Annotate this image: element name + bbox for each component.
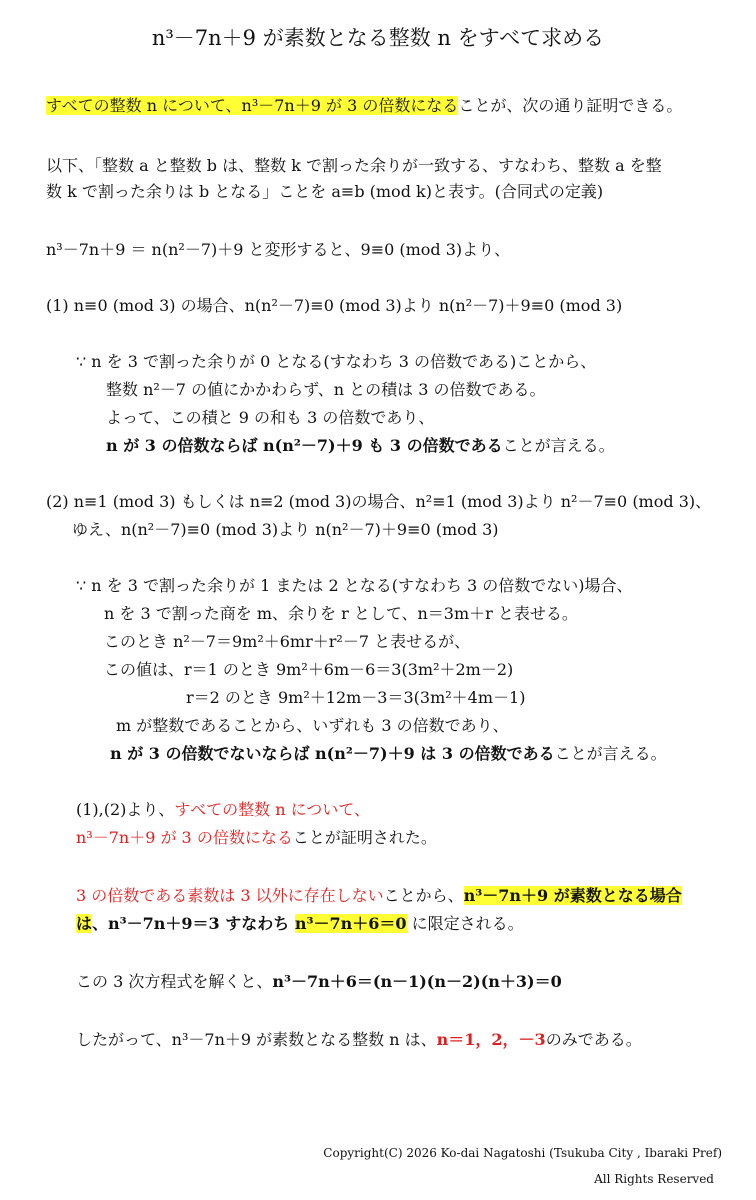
definition-line-2: 数 k で割った余りは b となる」ことを a≡b (mod k)と表す。(合同式の定義) [46,182,604,201]
case2-heading-2: ゆえ、n(n²－7)≡0 (mod 3)より n(n²－7)＋9≡0 (mod 3) [72,520,499,539]
cubic-line [76,970,562,994]
answer-values: n＝1，2，－3 [436,1030,546,1049]
prime-rest: に限定される。 [406,914,524,933]
answer-line [76,1028,642,1052]
prime-line-2 [76,912,524,936]
case2-line-7 [110,742,667,766]
case2-line-6: m が整数であることから、いずれも 3 の倍数であり、 [116,716,509,735]
prime-line-1 [76,884,682,908]
case2-line-5: r＝2 のとき 9m²＋12m－3＝3(3m²＋4m－1) [186,688,526,707]
case1-line-1: ∵ n を 3 で割った余りが 0 となる(すなわち 3 の倍数である)ことから、 [76,352,597,371]
page-title: n³－7n＋9 が素数となる整数 n をすべて求める [151,26,605,50]
case1-line-2: 整数 n²－7 の値にかかわらず、n との積は 3 の倍数である。 [106,380,546,399]
conclusion-line-1 [76,798,370,822]
case2-line-4: この値は、r＝1 のとき 9m²＋6m－6＝3(3m²＋2m－2) [104,660,514,679]
conclusion-red-2: n³－7n＋9 が 3 の倍数になる [76,828,293,847]
definition-line-1: 以下、「整数 a と整数 b は、整数 k で割った余りが一致する、すなわち、整数 a を整 [46,156,662,175]
answer-suffix: のみである。 [545,1030,642,1049]
case2-conclusion: n が 3 の倍数でないならば n(n²－7)＋9 は 3 の倍数である [110,744,555,763]
transform-line: n³－7n＋9 ＝ n(n²－7)＋9 と変形すると、9≡0 (mod 3)より、 [46,240,511,259]
case2-line-3: このとき n²－7＝9m²＋6mr＋r²－7 と表せるが、 [104,632,471,651]
answer-prefix: したがって、n³－7n＋9 が素数となる整数 n は、 [76,1030,437,1049]
case2-heading-1: (2) n≡1 (mod 3) もしくは n≡2 (mod 3)の場合、n²≡1 (mod 3)より n²－7≡0 (mod 3)、 [46,492,712,511]
intro-line [46,94,682,118]
intro-rest: ことが、次の通り証明できる。 [458,96,683,115]
rights-text: All Rights Reserved [594,1172,714,1186]
prime-equation: 、n³－7n＋9＝3 すなわち [92,914,295,933]
case1-heading: (1) n≡0 (mod 3) の場合、n(n²－7)≡0 (mod 3)より n(n²－7)＋9≡0 (mod 3) [46,296,623,315]
prime-highlight-2: は [76,914,93,933]
case1-conclusion-rest: ことが言える。 [502,436,615,455]
cubic-factorization: n³－7n＋6＝(n－1)(n－2)(n＋3)＝0 [272,972,562,991]
case1-line-4 [106,434,615,458]
conclusion-prefix: (1),(2)より、 [76,800,175,819]
prime-highlight-3: n³－7n＋6＝0 [294,914,407,933]
case1-conclusion: n が 3 の倍数ならば n(n²－7)＋9 も 3 の倍数である [106,436,503,455]
prime-mid: ことから、 [383,886,464,905]
case2-conclusion-rest: ことが言える。 [554,744,667,763]
case1-line-3: よって、この積と 9 の和も 3 の倍数であり、 [106,408,435,427]
prime-highlight-1: n³－7n＋9 が素数となる場合 [463,886,682,905]
conclusion-line-2 [76,826,437,850]
prime-red: 3 の倍数である素数は 3 以外に存在しない [76,886,384,905]
conclusion-red-1: すべての整数 n について、 [174,800,370,819]
conclusion-rest: ことが証明された。 [292,828,437,847]
case2-line-2: n を 3 で割った商を m、余りを r として、n＝3m＋r と表せる。 [104,604,578,623]
copyright-text: Copyright(C) 2026 Ko-dai Nagatoshi (Tsukuba City , Ibaraki Pref) [323,1146,722,1160]
cubic-prefix: この 3 次方程式を解くと、 [76,972,273,991]
intro-highlight: すべての整数 n について、n³－7n＋9 が 3 の倍数になる [46,96,459,115]
case2-line-1: ∵ n を 3 で割った余りが 1 または 2 となる(すなわち 3 の倍数でない)場合、 [76,576,633,595]
